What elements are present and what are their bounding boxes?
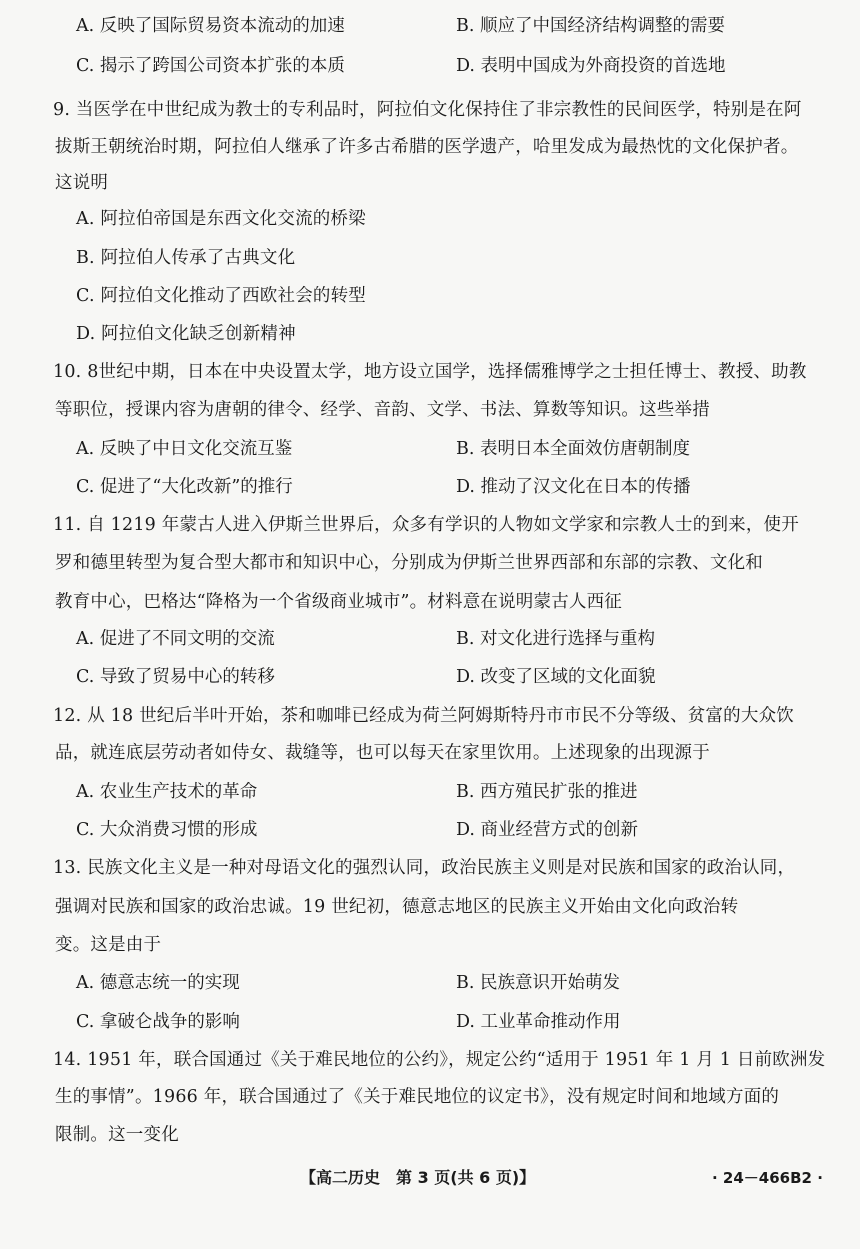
q9-stem-line-3: 这说明	[55, 173, 109, 193]
q9-stem-line-2: 拔斯王朝统治时期，阿拉伯人继承了许多古希腊的医学遗产，哈里发成为最热忱的文化保护者。	[55, 137, 799, 157]
q10-option-c: C. 促进了“大化改新”的推行	[76, 477, 293, 497]
q14-stem-line-3: 限制。这一变化	[55, 1125, 179, 1145]
q11-option-b: B. 对文化进行选择与重构	[456, 629, 655, 649]
q13-option-c: C. 拿破仑战争的影响	[76, 1012, 240, 1032]
q13-options-row-2	[76, 1009, 816, 1035]
q8-option-a: A. 反映了国际贸易资本流动的加速	[76, 16, 345, 36]
q11-options-row-2	[76, 664, 816, 690]
q14-stem-line-2: 生的事情”。1966 年，联合国通过了《关于难民地位的议定书》，没有规定时间和地域方面的	[55, 1087, 780, 1107]
q10-options-row-2	[76, 474, 816, 500]
page-footer-label: 【高二历史 第 3 页(共 6 页)】	[300, 1168, 536, 1187]
q10-option-a: A. 反映了中日文化交流互鉴	[76, 439, 293, 459]
q9-option-a: A. 阿拉伯帝国是东西文化交流的桥梁	[76, 209, 366, 229]
q12-options-row-2	[76, 817, 816, 843]
exam-code: · 24－466B2 ·	[712, 1169, 823, 1187]
q12-option-c: C. 大众消费习惯的形成	[76, 820, 258, 840]
q9-option-c: C. 阿拉伯文化推动了西欧社会的转型	[76, 286, 366, 306]
q12-stem-line-1: 12. 从 18 世纪后半叶开始，茶和咖啡已经成为荷兰阿姆斯特丹市市民不分等级、贫富的大众饮	[53, 706, 794, 726]
q14-stem-line-1: 14. 1951 年，联合国通过《关于难民地位的公约》，规定公约“适用于 1951 年 1 月 1 日前欧洲发	[53, 1050, 826, 1070]
q10-stem-line-1: 10. 8世纪中期，日本在中央设置太学，地方设立国学，选择儒雅博学之士担任博士、教授、助教	[53, 362, 807, 382]
q12-options-row-1	[76, 779, 816, 805]
q13-stem-line-3: 变。这是由于	[55, 935, 162, 955]
q10-option-d: D. 推动了汉文化在日本的传播	[456, 477, 691, 497]
q8-options-row-2	[76, 53, 816, 79]
q8-option-b: B. 顺应了中国经济结构调整的需要	[456, 16, 725, 36]
q12-stem-line-2: 品，就连底层劳动者如侍女、裁缝等，也可以每天在家里饮用。上述现象的出现源于	[55, 743, 710, 763]
q13-stem-line-2: 强调对民族和国家的政治忠诚。19 世纪初，德意志地区的民族主义开始由文化向政治转	[55, 897, 739, 917]
q11-option-a: A. 促进了不同文明的交流	[76, 629, 275, 649]
q12-option-a: A. 农业生产技术的革命	[76, 782, 258, 802]
q9-option-d: D. 阿拉伯文化缺乏创新精神	[76, 324, 296, 344]
q13-options-row-1	[76, 970, 816, 996]
q11-stem-line-2: 罗和德里转型为复合型大都市和知识中心，分别成为伊斯兰世界西部和东部的宗教、文化和	[55, 553, 763, 573]
q13-stem-line-1: 13. 民族文化主义是一种对母语文化的强烈认同，政治民族主义则是对民族和国家的政治认同，	[53, 858, 796, 878]
q11-option-d: D. 改变了区域的文化面貌	[456, 667, 656, 687]
q11-stem-line-3: 教育中心，巴格达“降格为一个省级商业城市”。材料意在说明蒙古人西征	[55, 592, 622, 612]
q13-option-a: A. 德意志统一的实现	[76, 973, 240, 993]
q12-option-d: D. 商业经营方式的创新	[456, 820, 639, 840]
q10-stem-line-2: 等职位，授课内容为唐朝的律令、经学、音韵、文学、书法、算数等知识。这些举措	[55, 400, 710, 420]
q8-options-row-1	[76, 13, 816, 39]
q11-option-c: C. 导致了贸易中心的转移	[76, 667, 275, 687]
q9-stem-line-1: 9. 当医学在中世纪成为教士的专利品时，阿拉伯文化保持住了非宗教性的民间医学，特别是在阿	[53, 100, 802, 120]
q13-option-d: D. 工业革命推动作用	[456, 1012, 621, 1032]
q9-option-b: B. 阿拉伯人传承了古典文化	[76, 248, 296, 268]
q13-option-b: B. 民族意识开始萌发	[456, 973, 620, 993]
q10-options-row-1	[76, 436, 816, 462]
q12-option-b: B. 西方殖民扩张的推进	[456, 782, 638, 802]
q11-stem-line-1: 11. 自 1219 年蒙古人进入伊斯兰世界后，众多有学识的人物如文学家和宗教人士的到来，使开	[53, 515, 799, 535]
q10-option-b: B. 表明日本全面效仿唐朝制度	[456, 439, 690, 459]
q11-options-row-1	[76, 626, 816, 652]
q8-option-d: D. 表明中国成为外商投资的首选地	[456, 56, 726, 76]
q8-option-c: C. 揭示了跨国公司资本扩张的本质	[76, 56, 345, 76]
